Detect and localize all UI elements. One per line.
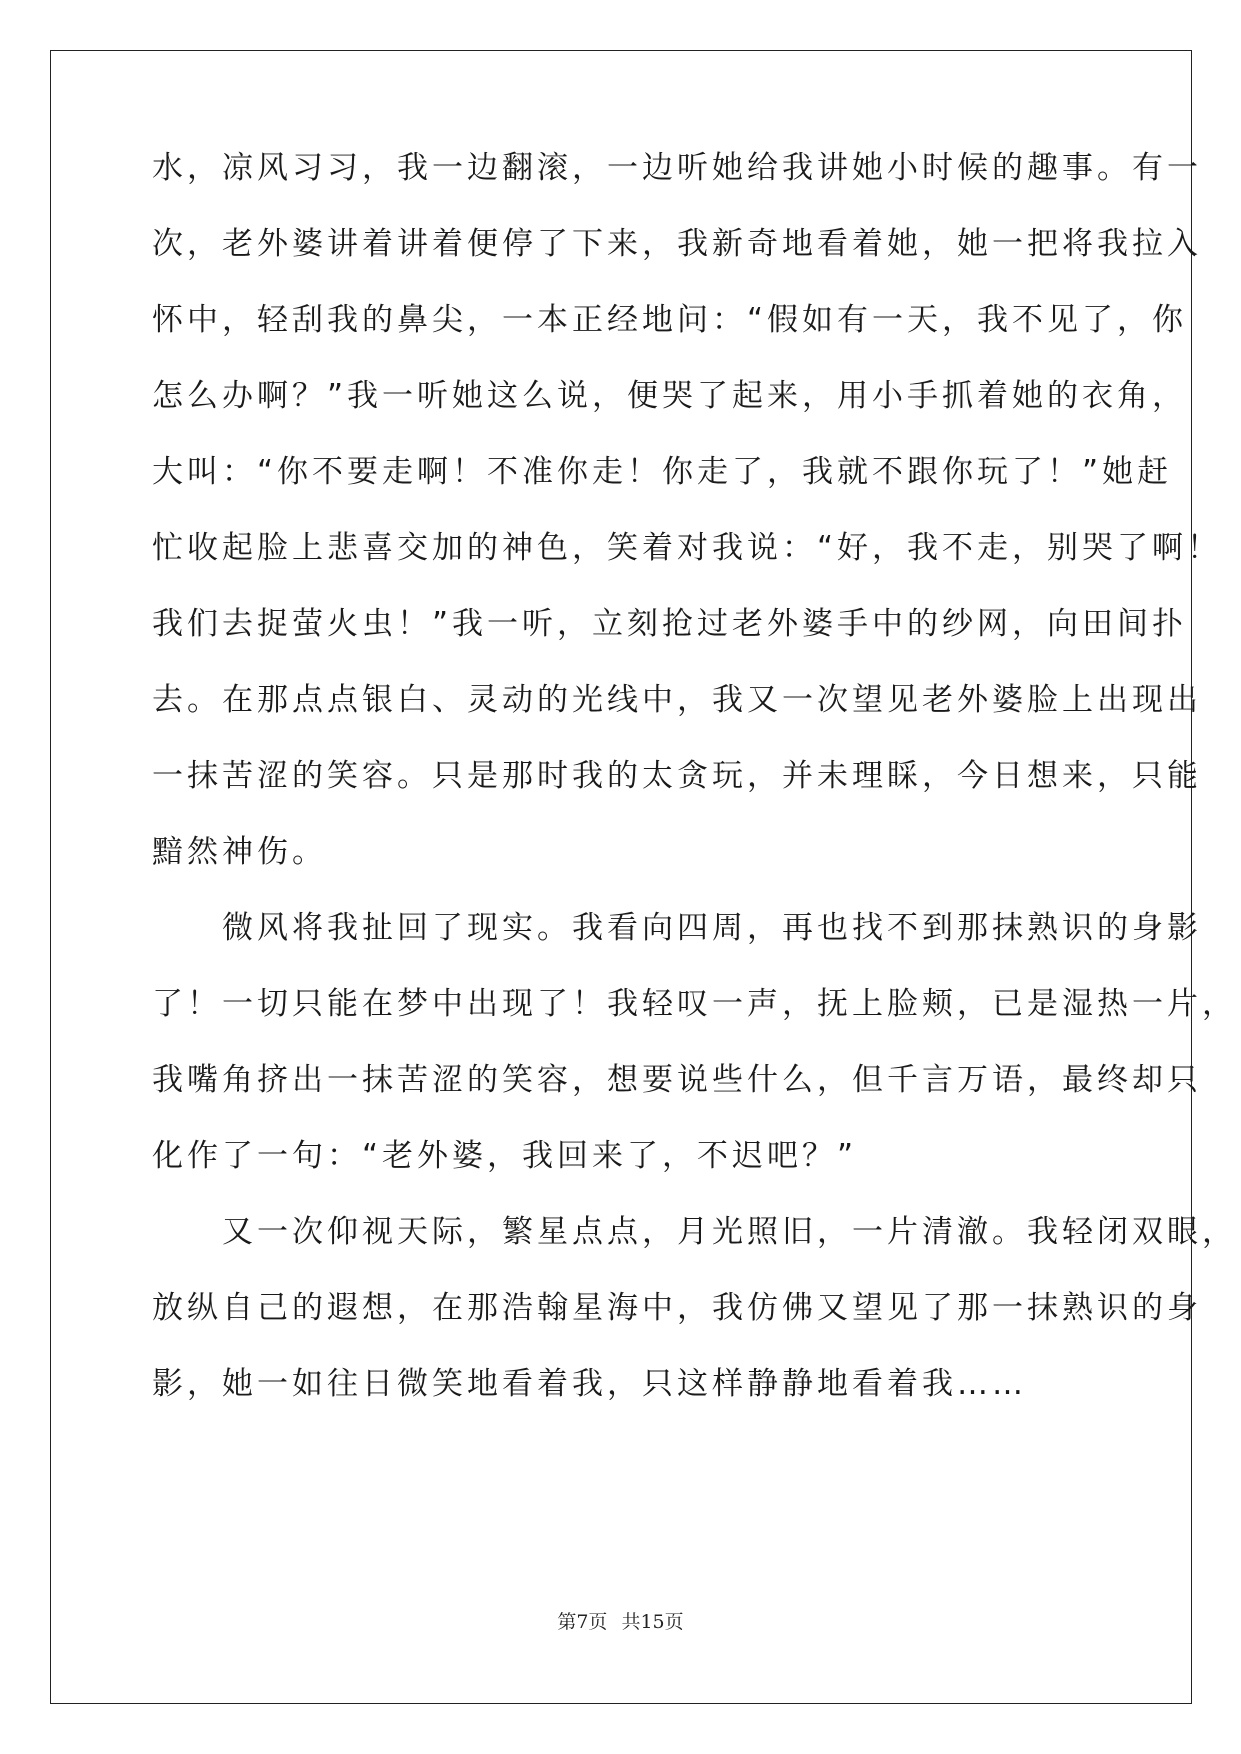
text-line: 去。在那点点银白、灵动的光线中，我又一次望见老外婆脸上出现出 <box>152 682 1202 718</box>
text-line: 化作了一句：“老外婆，我回来了，不迟吧？” <box>152 1138 858 1174</box>
text-line: 我嘴角挤出一抹苦涩的笑容，想要说些什么，但千言万语，最终却只 <box>152 1062 1202 1098</box>
text-line: 了！一切只能在梦中出现了！我轻叹一声，抚上脸颊，已是湿热一片， <box>152 986 1237 1022</box>
page-number: 第7页 <box>557 1611 608 1633</box>
text-line: 大叫：“你不要走啊！不准你走！你走了，我就不跟你玩了！”她赶 <box>152 454 1173 490</box>
page-footer <box>0 1607 1241 1634</box>
text-line: 水，凉风习习，我一边翻滚，一边听她给我讲她小时候的趣事。有一 <box>152 150 1202 186</box>
text-line: 次，老外婆讲着讲着便停了下来，我新奇地看着她，她一把将我拉入 <box>152 226 1202 262</box>
text-line: 怀中，轻刮我的鼻尖，一本正经地问：“假如有一天，我不见了，你 <box>152 302 1188 338</box>
text-line: 微风将我扯回了现实。我看向四周，再也找不到那抹熟识的身影 <box>152 910 1202 946</box>
page-border <box>50 50 1192 1704</box>
text-line: 放纵自己的遐想，在那浩翰星海中，我仿佛又望见了那一抹熟识的身 <box>152 1290 1202 1326</box>
text-line: 一抹苦涩的笑容。只是那时我的太贪玩，并未理睬，今日想来，只能 <box>152 758 1202 794</box>
text-line: 我们去捉萤火虫！”我一听，立刻抢过老外婆手中的纱网，向田间扑 <box>152 606 1188 642</box>
text-line: 又一次仰视天际，繁星点点，月光照旧，一片清澈。我轻闭双眼， <box>152 1214 1237 1250</box>
text-line: 怎么办啊？”我一听她这么说，便哭了起来，用小手抓着她的衣角， <box>152 378 1188 414</box>
text-line: 忙收起脸上悲喜交加的神色，笑着对我说：“好，我不走，别哭了啊！ <box>152 530 1223 566</box>
text-line: 影，她一如往日微笑地看着我，只这样静静地看着我…… <box>152 1366 1027 1402</box>
page-total: 共15页 <box>621 1611 684 1633</box>
text-line: 黯然神伤。 <box>152 834 327 870</box>
